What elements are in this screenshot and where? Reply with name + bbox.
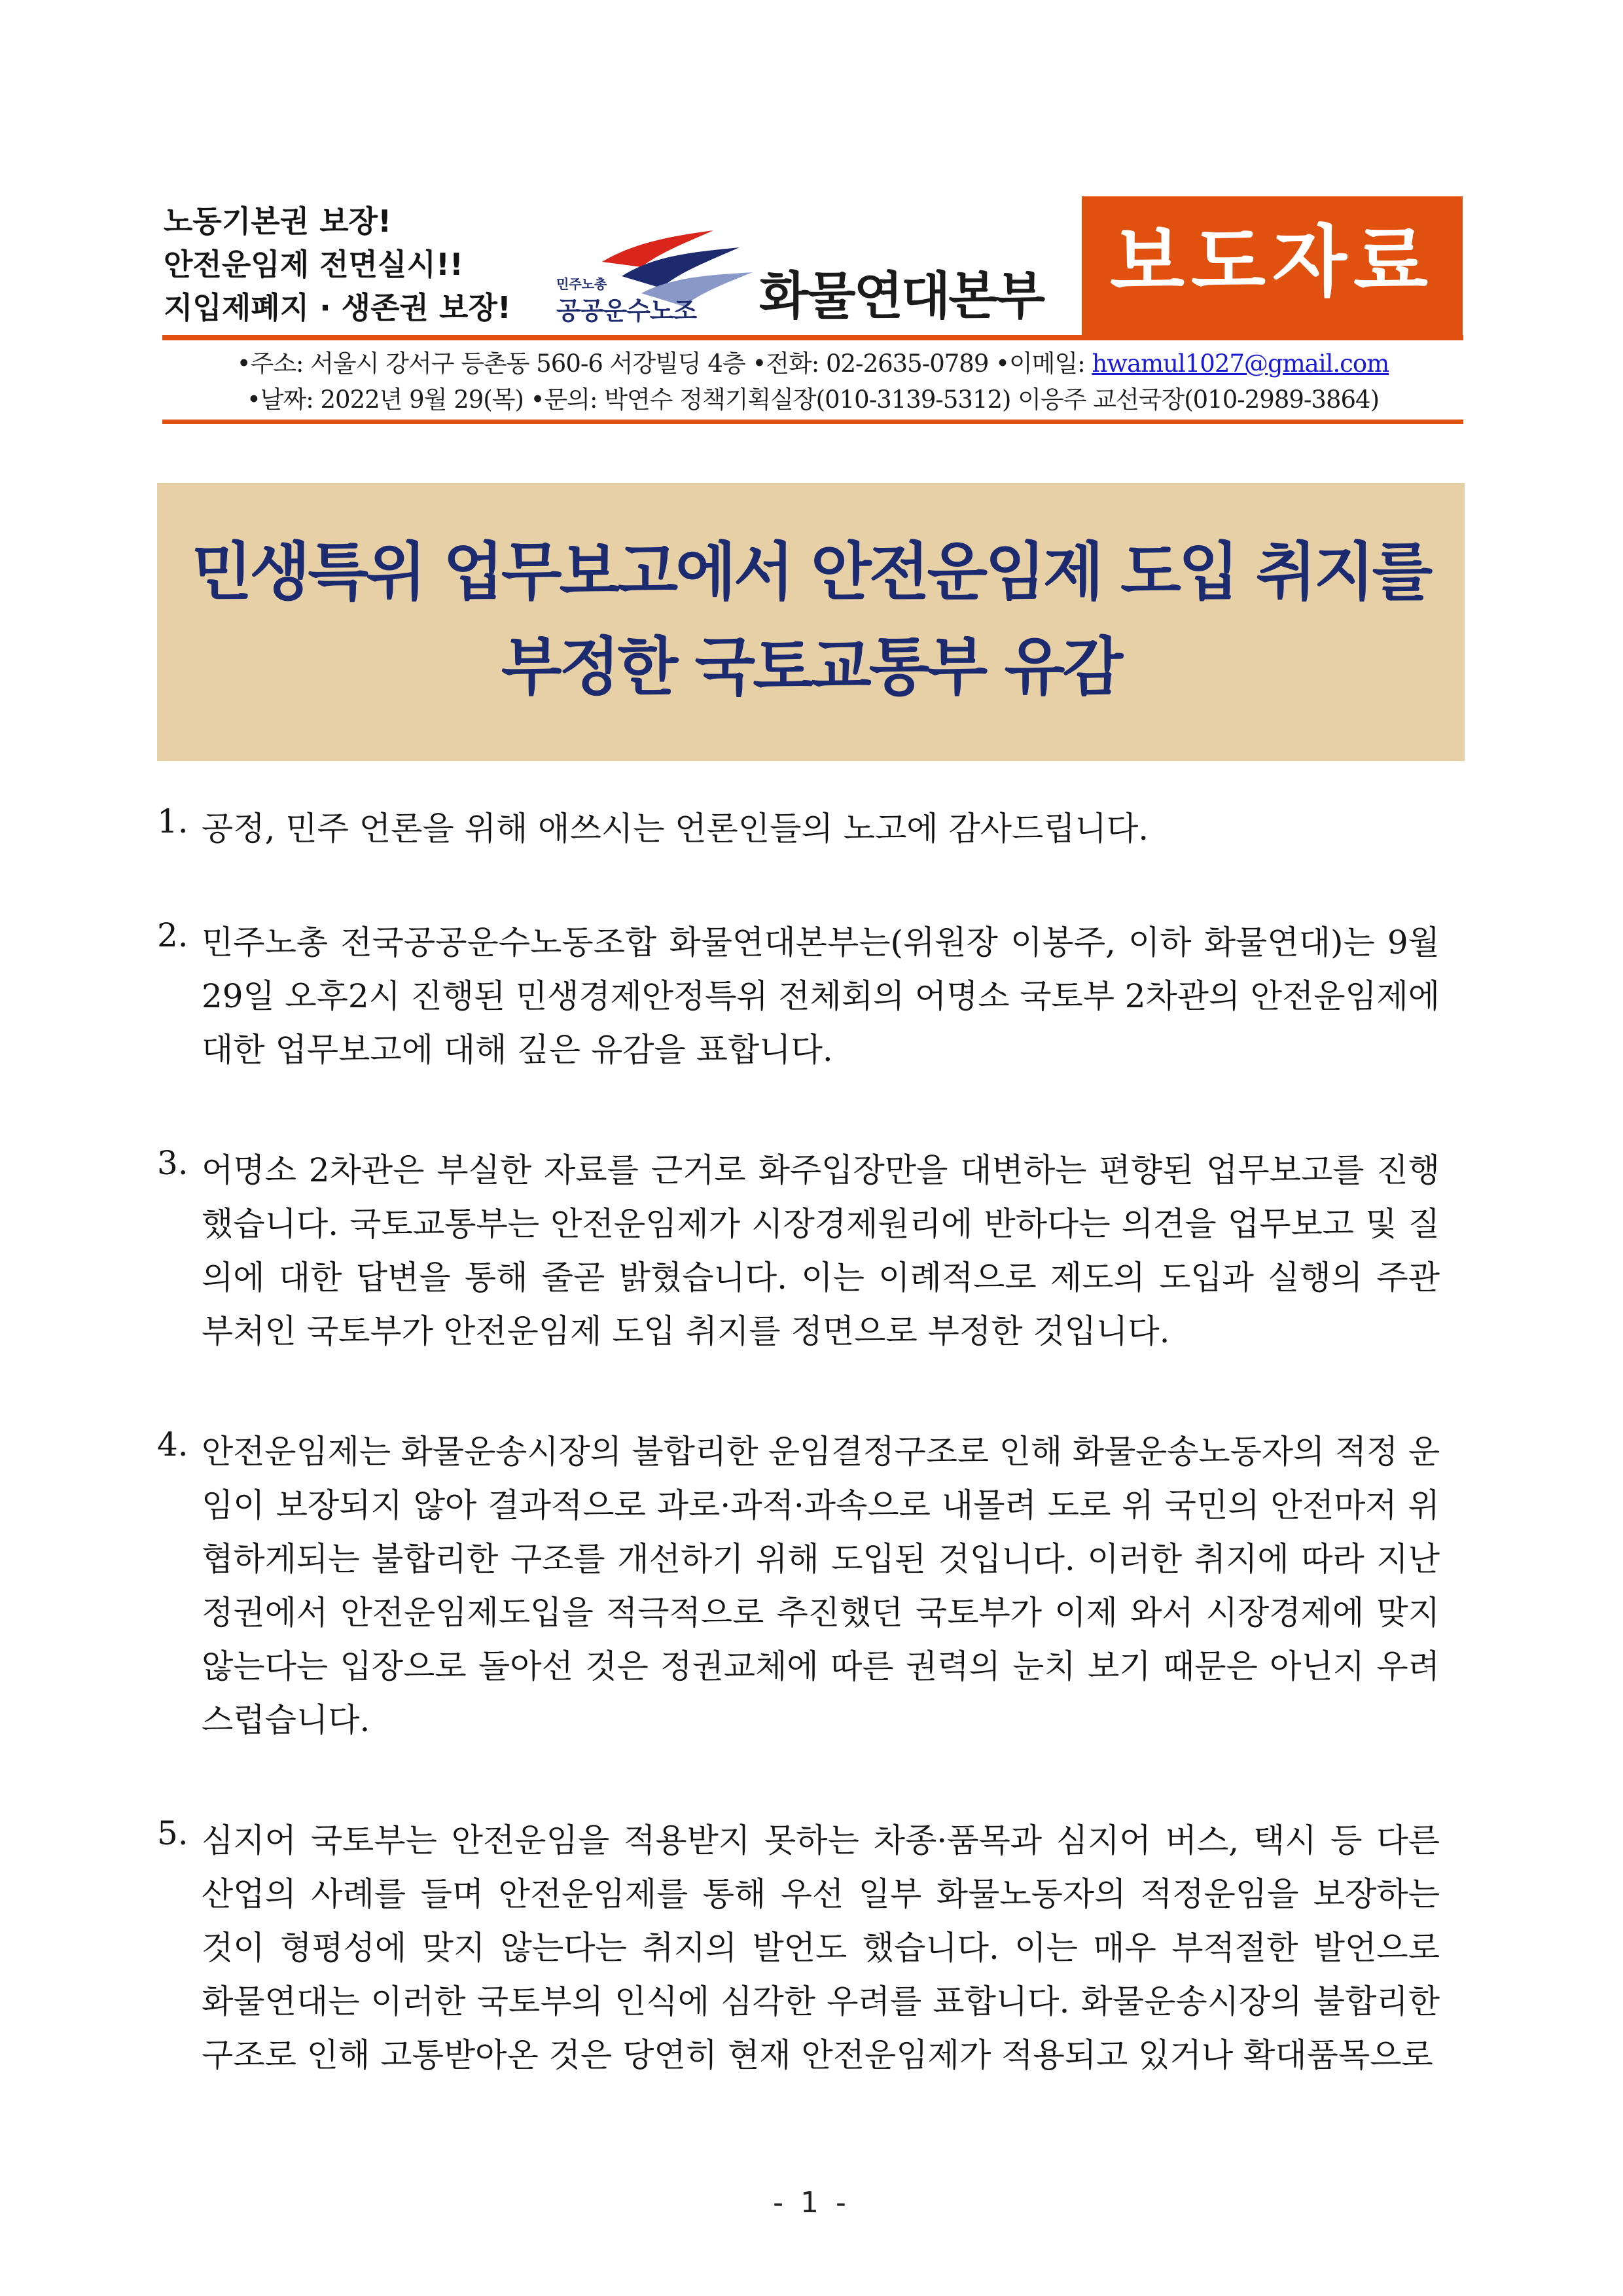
paragraph-number: 1. [157, 802, 188, 840]
contact-email-link[interactable]: hwamul1027@gmail.com [1092, 350, 1389, 378]
paragraph-line: 산업의 사례를 들며 안전운임제를 통해 우선 일부 화물노동자의 적정운임을 보장하는 [202, 1875, 1440, 1913]
press-release-badge [1082, 196, 1463, 335]
contact-address-text: •주소: 서울시 강서구 등촌동 560-6 서강빌딩 4층 •전화: 02-2635-0789 •이메일: [236, 350, 1092, 378]
slogan-block [164, 200, 530, 329]
header-divider-top [162, 335, 1463, 340]
paragraph-line: 의에 대한 답변을 통해 줄곧 밝혔습니다. 이는 이례적으로 제도의 도입과 실행의 주관 [202, 1259, 1440, 1297]
headline-box [157, 483, 1465, 761]
paragraph-line: 안전운임제는 화물운송시장의 불합리한 운임결정구조로 인해 화물운송노동자의 적정 운 [202, 1433, 1440, 1471]
paragraph-line: 대한 업무보고에 대해 깊은 유감을 표합니다. [202, 1031, 833, 1069]
paragraph-number: 4. [157, 1426, 188, 1463]
paragraph-line: 구조로 인해 고통받아온 것은 당연히 현재 안전운임제가 적용되고 있거나 확대품목으로 [202, 2036, 1433, 2074]
paragraph-line: 정권에서 안전운임제도입을 적극적으로 추진했던 국토부가 이제 와서 시장경제에 맞지 [202, 1594, 1440, 1632]
paragraph-line: 29일 오후2시 진행된 민생경제안정특위 전체회의 어명소 국토부 2차관의 안전운임제에 [202, 977, 1440, 1015]
paragraph-line: 어명소 2차관은 부실한 자료를 근거로 화주입장만을 대변하는 편향된 업무보고를 진행 [202, 1151, 1440, 1189]
paragraph-line: 협하게되는 불합리한 구조를 개선하기 위해 도입된 것입니다. 이러한 취지에 따라 지난 [202, 1540, 1440, 1578]
paragraph-line: 임이 보장되지 않아 결과적으로 과로·과적·과속으로 내몰려 도로 위 국민의 안전마저 위 [202, 1486, 1440, 1524]
paragraph-line: 않는다는 입장으로 돌아선 것은 정권교체에 따른 권력의 눈치 보기 때문은 아닌지 우려 [202, 1647, 1440, 1685]
paragraph-line: 심지어 국토부는 안전운임을 적용받지 못하는 차종·품목과 심지어 버스, 택시 등 다른 [202, 1821, 1440, 1859]
logo-small-text: 민주노총 [556, 276, 607, 292]
press-release-label: 보도자료 [1110, 217, 1435, 307]
slogan-line: 지입제폐지 · 생존권 보장! [164, 290, 511, 325]
headline-line: 부정한 국토교통부 유감 [501, 630, 1121, 704]
paragraph-number: 2. [157, 916, 188, 954]
slogan-line: 안전운임제 전면실시!! [164, 247, 463, 282]
paragraph-line: 했습니다. 국토교통부는 안전운임제가 시장경제원리에 반하다는 의견을 업무보고 및 질 [202, 1205, 1440, 1243]
page-number: - 1 - [773, 2186, 850, 2219]
contact-address-line [162, 344, 1463, 379]
headline-line: 민생특위 업무보고에서 안전운임제 도입 취지를 [191, 535, 1431, 609]
paragraph-line: 민주노총 전국공공운수노동조합 화물연대본부는(위원장 이봉주, 이하 화물연대)는 9월 [202, 924, 1440, 961]
slogan-line: 노동기본권 보장! [164, 204, 392, 239]
paragraph-line: 화물연대는 이러한 국토부의 인식에 심각한 우려를 표합니다. 화물운송시장의 불합리한 [202, 1982, 1440, 2020]
paragraph-line: 스럽습니다. [202, 1701, 370, 1739]
paragraph-line: 공정, 민주 언론을 위해 애쓰시는 언론인들의 노고에 감사드립니다. [202, 810, 1149, 848]
contact-date-line: •날짜: 2022년 9월 29(목) •문의: 박연수 정책기획실장(010-3139-5312) 이응주 교선국장(010-2989-3864) [246, 386, 1380, 414]
logo-union-name: 공공운수노조 [556, 296, 697, 325]
logo-org-name: 화물연대본부 [759, 267, 1044, 326]
header-divider-bottom [162, 420, 1463, 424]
paragraph-number: 5. [157, 1814, 188, 1852]
paragraph-line: 것이 형평성에 맞지 않는다는 취지의 발언도 했습니다. 이는 매우 부적절한 발언으로 [202, 1929, 1440, 1967]
paragraph-line: 부처인 국토부가 안전운임제 도입 취지를 정면으로 부정한 것입니다. [202, 1312, 1170, 1350]
union-logo [556, 216, 1054, 327]
paragraph-number: 3. [157, 1144, 188, 1182]
